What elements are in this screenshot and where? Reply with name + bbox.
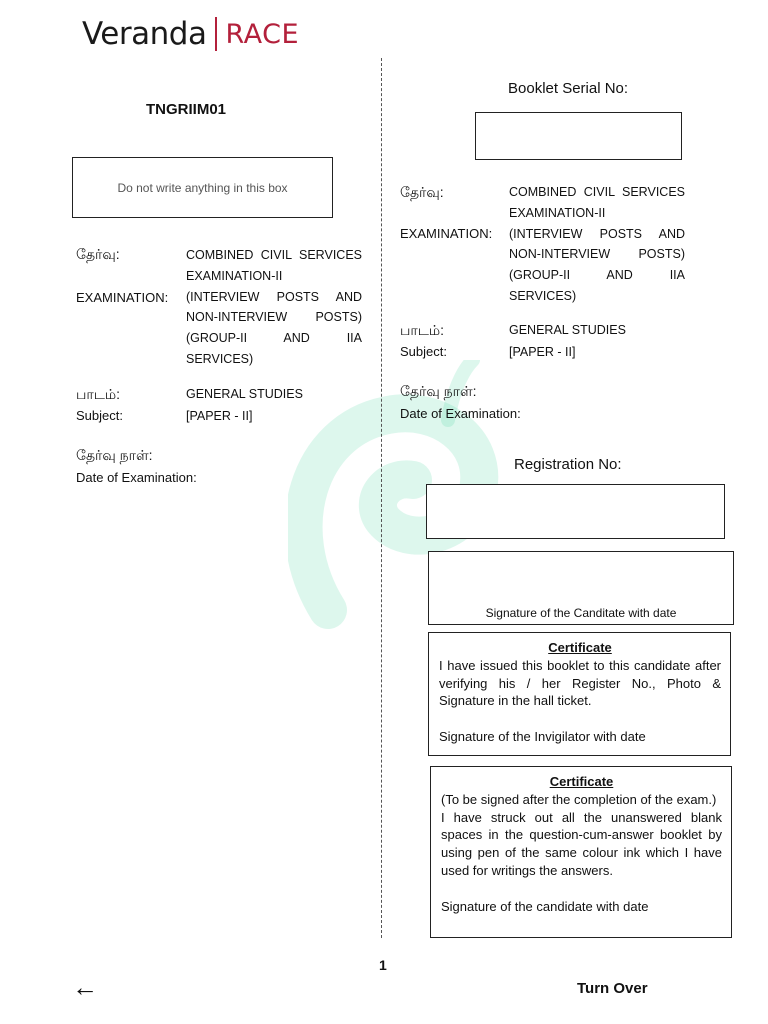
exam-value	[186, 245, 362, 370]
exam-value-line: (INTERVIEW POSTS AND	[509, 226, 685, 241]
exam-value-line: COMBINED CIVIL SERVICES	[509, 185, 685, 199]
exam-tamil-label: தேர்வு:	[400, 184, 444, 200]
logo-veranda: Veranda	[82, 16, 207, 52]
turn-over-label: Turn Over	[577, 980, 648, 997]
subject-label: Subject:	[76, 408, 123, 423]
candidate-signature-line: Signature of the candidate with date	[441, 898, 649, 914]
exam-value-line: (GROUP-II AND IIA	[186, 331, 362, 346]
booklet-serial-title: Booklet Serial No:	[508, 80, 629, 97]
certificate-body: I have struck out all the unanswered blank spaces in the question-cum-answer booklet by using pen of the same colour ink which I have used for writings the answers.	[441, 809, 722, 878]
date-tamil-label: தேர்வு நாள்:	[400, 383, 477, 399]
registration-field[interactable]	[426, 484, 725, 539]
paper-value: [PAPER - II]	[509, 345, 576, 359]
date-label: Date of Examination:	[76, 470, 197, 485]
exam-value-line: EXAMINATION-II	[509, 205, 606, 220]
candidate-signature-box[interactable]	[428, 551, 734, 625]
exam-value-line: EXAMINATION-II	[186, 268, 283, 283]
exam-label: EXAMINATION:	[76, 290, 169, 305]
registration-title: Registration No:	[514, 456, 622, 473]
no-write-text: Do not write anything in this box	[117, 180, 288, 195]
certificate-title: Certificate	[549, 774, 614, 789]
exam-value-line: (GROUP-II AND IIA	[509, 268, 685, 283]
logo-race: RACE	[225, 18, 300, 50]
date-tamil-label: தேர்வு நாள்:	[76, 447, 153, 463]
subject-value: GENERAL STUDIES	[509, 323, 626, 337]
back-arrow-icon[interactable]: ←	[72, 972, 98, 1002]
subject-label: Subject:	[400, 344, 447, 359]
certificate-note: (To be signed after the completion of the exam.)	[441, 791, 717, 807]
exam-value-line: SERVICES)	[509, 288, 577, 303]
exam-value-line: NON-INTERVIEW POSTS)	[509, 247, 685, 262]
exam-value-line: SERVICES)	[186, 351, 254, 366]
exam-label: EXAMINATION:	[400, 226, 493, 241]
subject-tamil-label: பாடம்:	[400, 322, 445, 338]
no-write-box	[72, 157, 333, 218]
booklet-serial-field[interactable]	[475, 112, 682, 160]
exam-value-line: COMBINED CIVIL SERVICES	[186, 248, 362, 262]
subject-tamil-label: பாடம்:	[76, 386, 121, 402]
subject-value: GENERAL STUDIES	[186, 387, 303, 401]
date-label: Date of Examination:	[400, 406, 521, 421]
certificate-title: Certificate	[548, 640, 612, 655]
invigilator-certificate	[428, 632, 731, 756]
invigilator-signature-label: Signature of the Invigilator with date	[439, 729, 646, 745]
page-number: 1	[379, 957, 387, 973]
paper-value: [PAPER - II]	[186, 409, 253, 423]
logo-separator	[215, 17, 217, 51]
paper-code: TNGRIIM01	[146, 101, 227, 118]
exam-value-line: (INTERVIEW POSTS AND	[186, 289, 362, 304]
exam-value-line: NON-INTERVIEW POSTS)	[186, 310, 362, 325]
candidate-signature-label: Signature of the Canditate with date	[485, 606, 677, 620]
exam-value	[509, 182, 685, 307]
brand-logo	[82, 14, 299, 54]
page-divider	[381, 58, 382, 938]
exam-tamil-label: தேர்வு:	[76, 246, 120, 262]
certificate-body: I have issued this booklet to this candidate after verifying his / her Register No., Photo & Signature in the hall ticket.	[439, 657, 721, 709]
candidate-certificate	[430, 766, 732, 938]
